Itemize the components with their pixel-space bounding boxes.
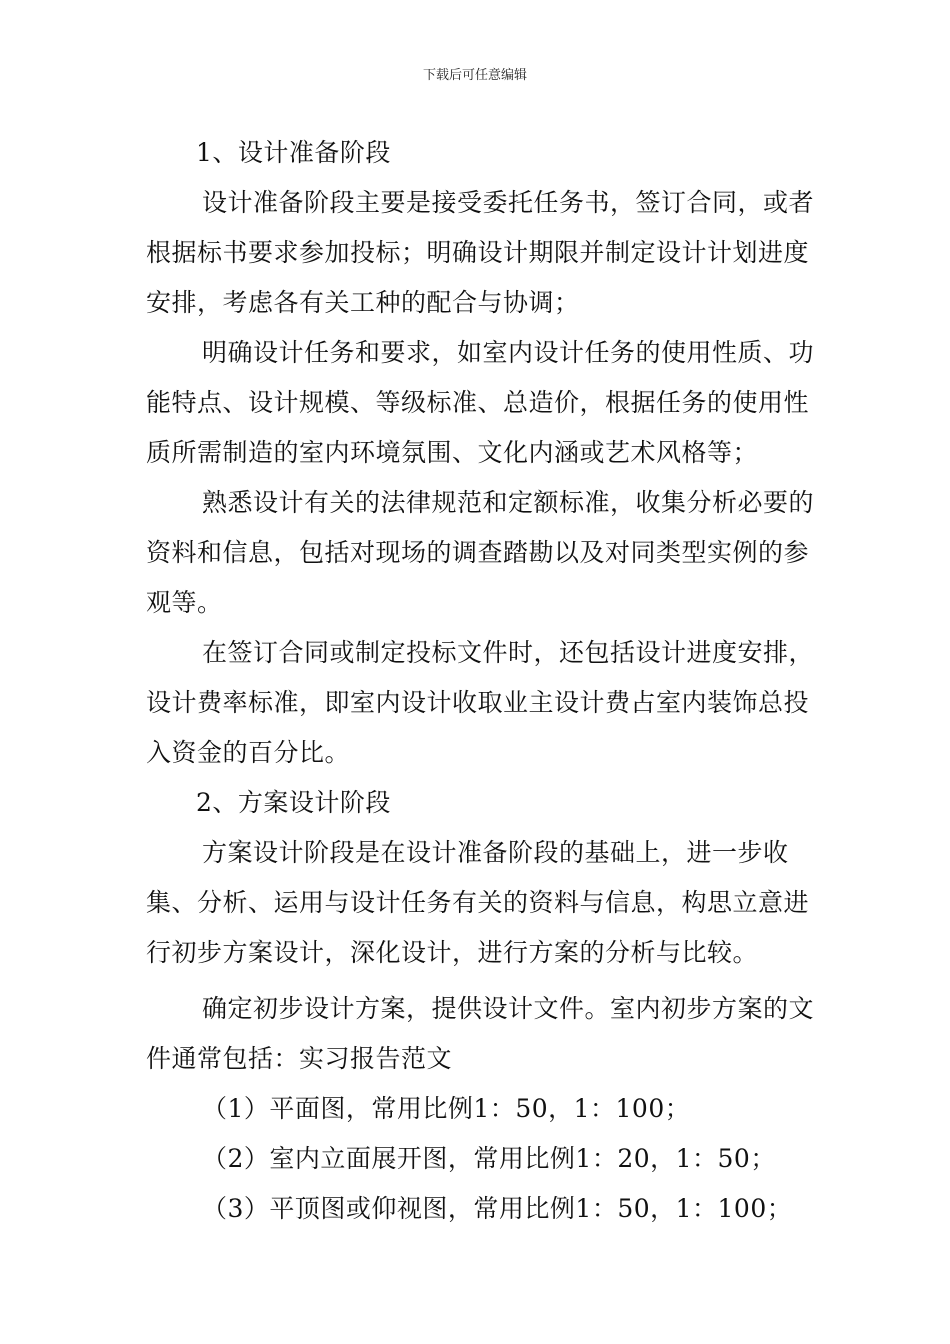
section-heading-1: 1、设计准备阶段	[196, 138, 391, 167]
paragraph: 熟悉设计有关的法律规范和定额标准，收集分析必要的资料和信息，包括对现场的调查踏勘以及对同类型实例的参观等。	[146, 488, 815, 617]
section-heading-2: 2、方案设计阶段	[196, 788, 391, 817]
list-item: （3）平顶图或仰视图，常用比例1：50，1：100；	[202, 1194, 793, 1223]
list-item: （2）室内立面展开图，常用比例1：20，1：50；	[202, 1144, 776, 1173]
paragraph: 设计准备阶段主要是接受委托任务书，签订合同，或者根据标书要求参加投标；明确设计期限并制定设计计划进度安排，考虑各有关工种的配合与协调；	[146, 188, 815, 317]
document-body	[146, 128, 818, 1234]
paragraph: 明确设计任务和要求，如室内设计任务的使用性质、功能特点、设计规模、等级标准、总造价，根据任务的使用性质所需制造的室内环境氛围、文化内涵或艺术风格等；	[146, 338, 815, 467]
paragraph: 确定初步设计方案，提供设计文件。室内初步方案的文件通常包括：实习报告范文	[146, 994, 815, 1073]
page-header: 下载后可任意编辑	[422, 68, 527, 83]
paragraph: 方案设计阶段是在设计准备阶段的基础上，进一步收集、分析、运用与设计任务有关的资料与信息，构思立意进行初步方案设计，深化设计，进行方案的分析与比较。	[146, 838, 810, 967]
paragraph: 在签订合同或制定投标文件时，还包括设计进度安排，设计费率标准，即室内设计收取业主设计费占室内装饰总投入资金的百分比。	[146, 638, 815, 767]
list-item: （1）平面图，常用比例1：50，1：100；	[202, 1094, 691, 1123]
